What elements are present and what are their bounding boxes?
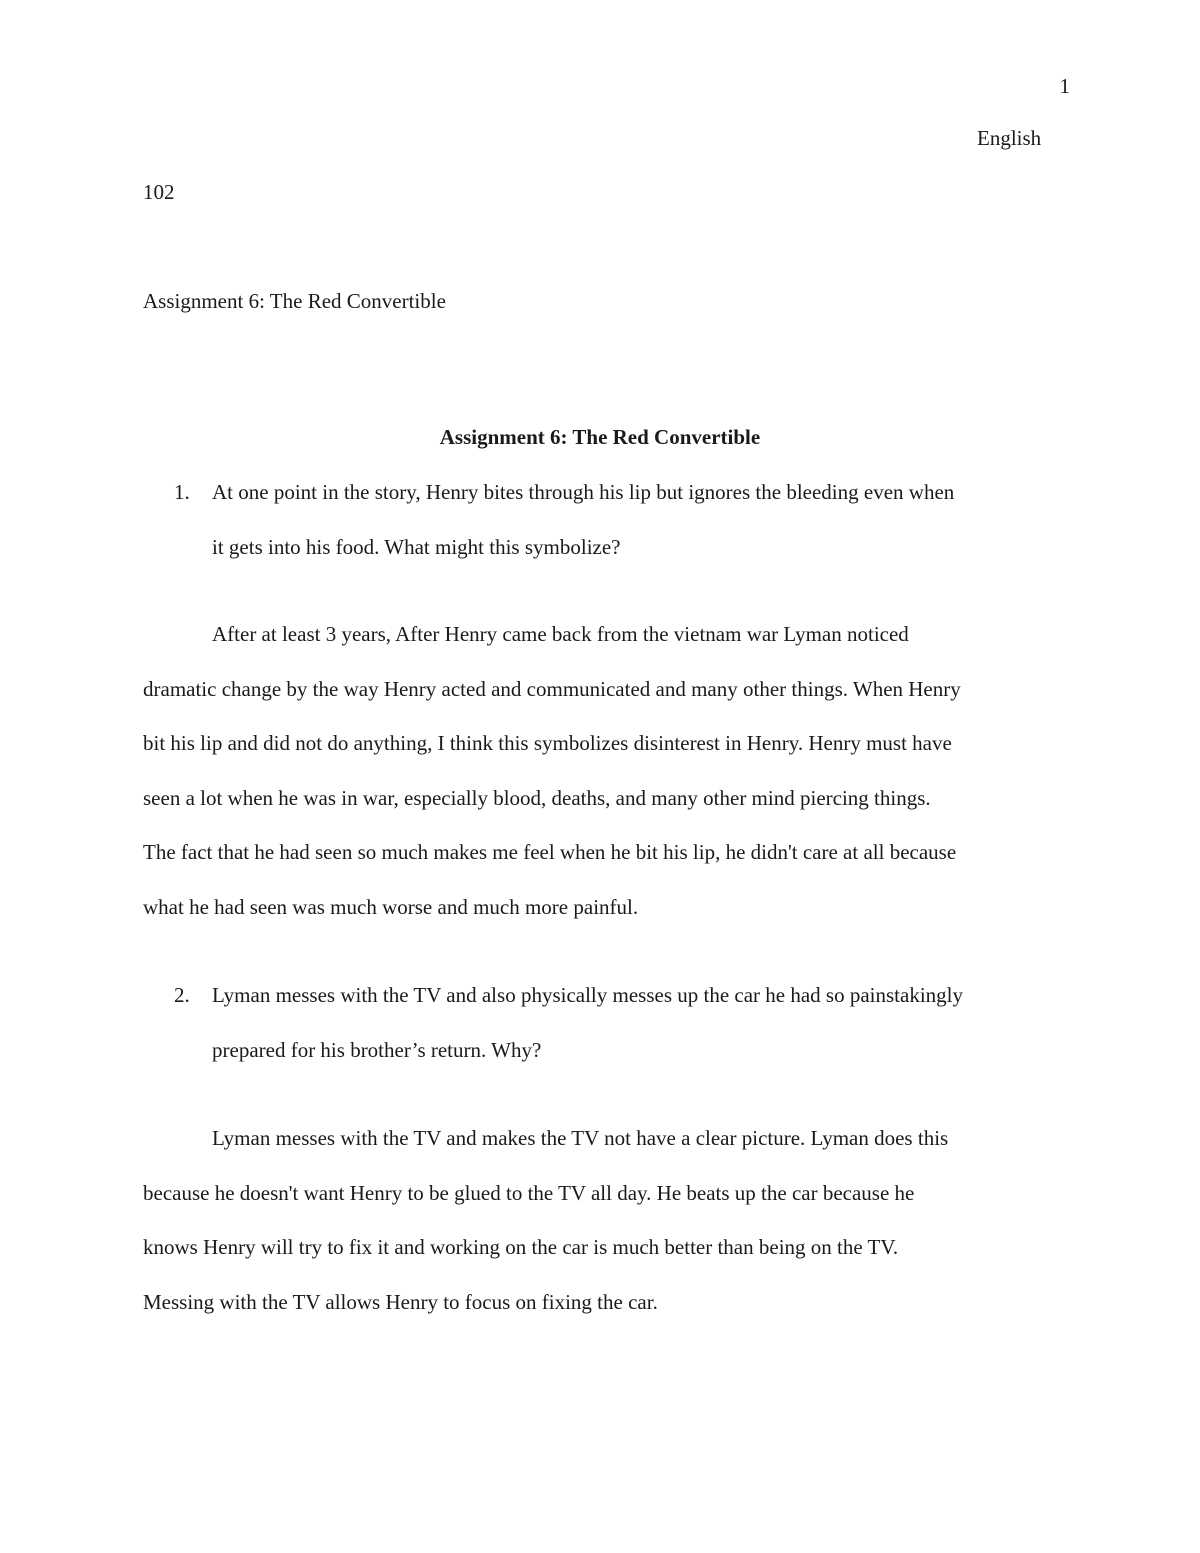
answer-line: dramatic change by the way Henry acted and communicated and many other things. When Henry [143, 677, 961, 701]
answer-line: The fact that he had seen so much makes me feel when he bit his lip, he didn't care at all because [143, 840, 957, 864]
question-line: it gets into his food. What might this symbolize? [212, 535, 621, 559]
answer-line: what he had seen was much worse and much more painful. [143, 895, 639, 919]
question-line: Lyman messes with the TV and also physically messes up the car he had so painstakingly [212, 983, 964, 1007]
document-title: Assignment 6: The Red Convertible [439, 425, 761, 449]
question-line: At one point in the story, Henry bites through his lip but ignores the bleeding even when [212, 480, 955, 504]
answer-line: because he doesn't want Henry to be glued to the TV all day. He beats up the car because he [143, 1181, 915, 1205]
page-number: 1 [1059, 74, 1070, 98]
answer-line: knows Henry will try to fix it and working on the car is much better than being on the TV. [143, 1235, 899, 1259]
question-number: 1. [174, 480, 190, 504]
header-assignment-label: Assignment 6: The Red Convertible [143, 289, 446, 313]
answer-line: After at least 3 years, After Henry came back from the vietnam war Lyman noticed [212, 622, 909, 646]
header-course: English [977, 126, 1042, 150]
answer-line: seen a lot when he was in war, especially blood, deaths, and many other mind piercing things. [143, 786, 931, 810]
question-number: 2. [174, 983, 190, 1007]
header-course-number: 102 [143, 180, 175, 204]
question-line: prepared for his brother’s return. Why? [212, 1038, 542, 1062]
answer-line: Lyman messes with the TV and makes the TV not have a clear picture. Lyman does this [212, 1126, 949, 1150]
answer-line: bit his lip and did not do anything, I think this symbolizes disinterest in Henry. Henry must have [143, 731, 952, 755]
answer-line: Messing with the TV allows Henry to focus on fixing the car. [143, 1290, 658, 1314]
